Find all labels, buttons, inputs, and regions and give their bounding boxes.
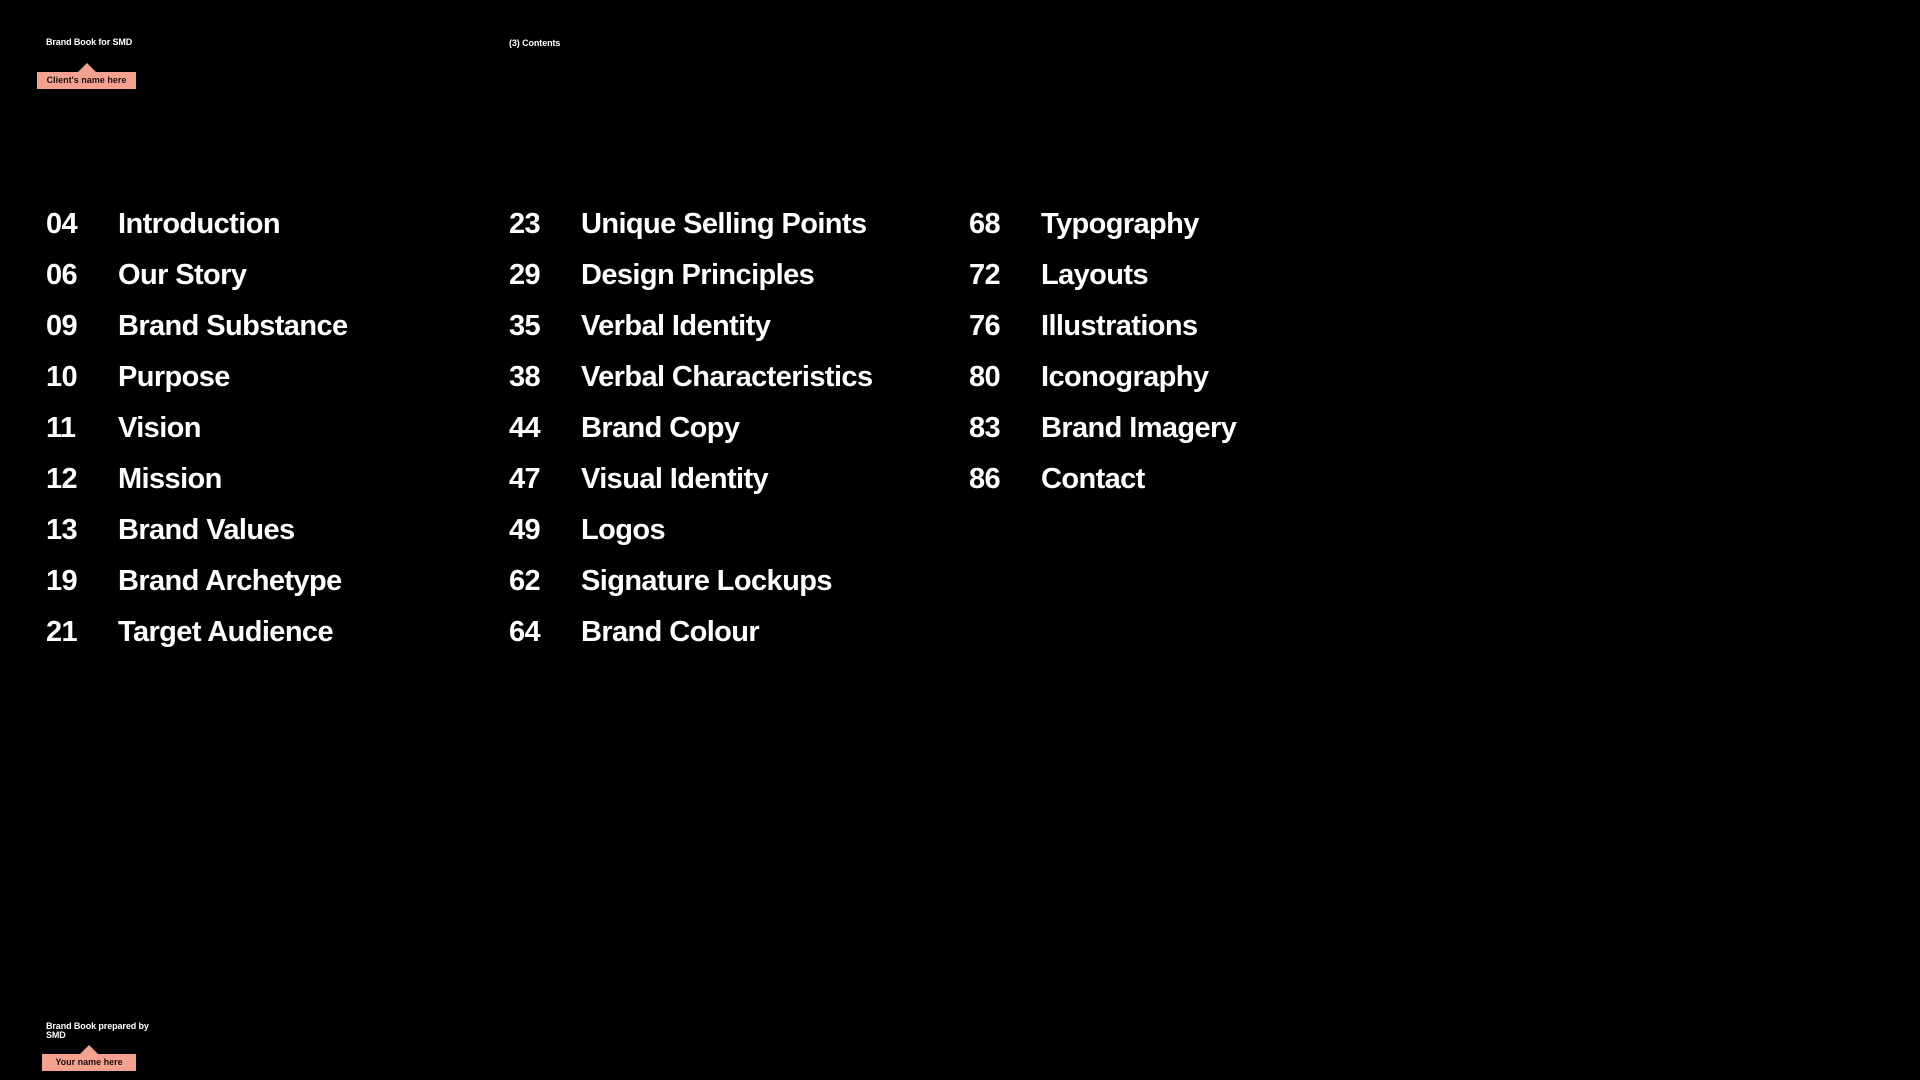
toc-page-number: 86	[969, 463, 1001, 495]
toc-item-verbal-characteristics[interactable]	[509, 352, 872, 403]
toc-page-number: 72	[969, 259, 1001, 291]
toc-page-number: 12	[46, 463, 78, 495]
toc-title: Unique Selling Points	[581, 208, 867, 240]
toc-title: Signature Lockups	[581, 565, 832, 597]
toc-column-2	[509, 199, 872, 658]
toc-page-number: 06	[46, 259, 78, 291]
toc-page-number: 49	[509, 514, 541, 546]
toc-page-number: 44	[509, 412, 541, 444]
toc-item-brand-imagery[interactable]	[969, 403, 1236, 454]
toc-item-verbal-identity[interactable]	[509, 301, 872, 352]
toc-item-illustrations[interactable]	[969, 301, 1236, 352]
toc-item-mission[interactable]	[46, 454, 348, 505]
toc-page-number: 83	[969, 412, 1001, 444]
toc-title: Introduction	[118, 208, 280, 240]
toc-page-number: 19	[46, 565, 78, 597]
toc-page-number: 04	[46, 208, 78, 240]
toc-item-our-story[interactable]	[46, 250, 348, 301]
toc-title: Iconography	[1041, 361, 1209, 393]
toc-item-brand-copy[interactable]	[509, 403, 872, 454]
toc-title: Our Story	[118, 259, 247, 291]
prepared-by-text	[46, 1022, 149, 1040]
toc-item-purpose[interactable]	[46, 352, 348, 403]
toc-item-target-audience[interactable]	[46, 607, 348, 658]
toc-item-brand-colour[interactable]	[509, 607, 872, 658]
toc-title: Design Principles	[581, 259, 815, 291]
toc-title: Brand Archetype	[118, 565, 342, 597]
toc-page-number: 76	[969, 310, 1001, 342]
toc-item-layouts[interactable]	[969, 250, 1236, 301]
toc-title: Purpose	[118, 361, 230, 393]
toc-item-typography[interactable]	[969, 199, 1236, 250]
toc-page-number: 62	[509, 565, 541, 597]
toc-page-number: 09	[46, 310, 78, 342]
toc-page-number: 47	[509, 463, 541, 495]
toc-title: Contact	[1041, 463, 1145, 495]
toc-page-number: 38	[509, 361, 541, 393]
toc-title: Typography	[1041, 208, 1199, 240]
toc-item-signature-lockups[interactable]	[509, 556, 872, 607]
prepared-by-line: Brand Book prepared by	[46, 1021, 149, 1031]
toc-page-number: 21	[46, 616, 78, 648]
toc-title: Verbal Characteristics	[581, 361, 873, 393]
toc-page-number: 23	[509, 208, 541, 240]
toc-page-number: 35	[509, 310, 541, 342]
toc-title: Vision	[118, 412, 201, 444]
toc-title: Verbal Identity	[581, 310, 771, 342]
toc-page-number: 29	[509, 259, 541, 291]
toc-title: Brand Colour	[581, 616, 760, 648]
toc-item-iconography[interactable]	[969, 352, 1236, 403]
client-name-tag: Client's name here	[37, 72, 136, 89]
toc-title: Logos	[581, 514, 665, 546]
toc-item-vision[interactable]	[46, 403, 348, 454]
toc-item-visual-identity[interactable]	[509, 454, 872, 505]
toc-title: Brand Values	[118, 514, 295, 546]
toc-item-contact[interactable]	[969, 454, 1236, 505]
prepared-by-company: SMD	[46, 1030, 66, 1040]
toc-title: Target Audience	[118, 616, 333, 648]
toc-item-design-principles[interactable]	[509, 250, 872, 301]
toc-page-number: 80	[969, 361, 1001, 393]
toc-title: Layouts	[1041, 259, 1148, 291]
toc-item-logos[interactable]	[509, 505, 872, 556]
toc-item-introduction[interactable]	[46, 199, 348, 250]
toc-page-number: 13	[46, 514, 78, 546]
toc-title: Mission	[118, 463, 222, 495]
toc-title: Illustrations	[1041, 310, 1198, 342]
brand-book-header-text: Brand Book for SMD	[46, 37, 133, 47]
toc-page-number: 68	[969, 208, 1001, 240]
toc-page-number: 11	[46, 412, 76, 444]
toc-column-1	[46, 199, 348, 658]
toc-title: Brand Copy	[581, 412, 740, 444]
toc-item-brand-values[interactable]	[46, 505, 348, 556]
toc-item-brand-substance[interactable]	[46, 301, 348, 352]
toc-title: Visual Identity	[581, 463, 769, 495]
toc-title: Brand Substance	[118, 310, 348, 342]
toc-page-number: 10	[46, 361, 78, 393]
toc-title: Brand Imagery	[1041, 412, 1237, 444]
section-label: (3) Contents	[509, 38, 561, 48]
toc-item-unique-selling-points[interactable]	[509, 199, 872, 250]
toc-page-number: 64	[509, 616, 541, 648]
toc-column-3	[969, 199, 1236, 505]
toc-item-brand-archetype[interactable]	[46, 556, 348, 607]
your-name-tag: Your name here	[42, 1054, 136, 1071]
